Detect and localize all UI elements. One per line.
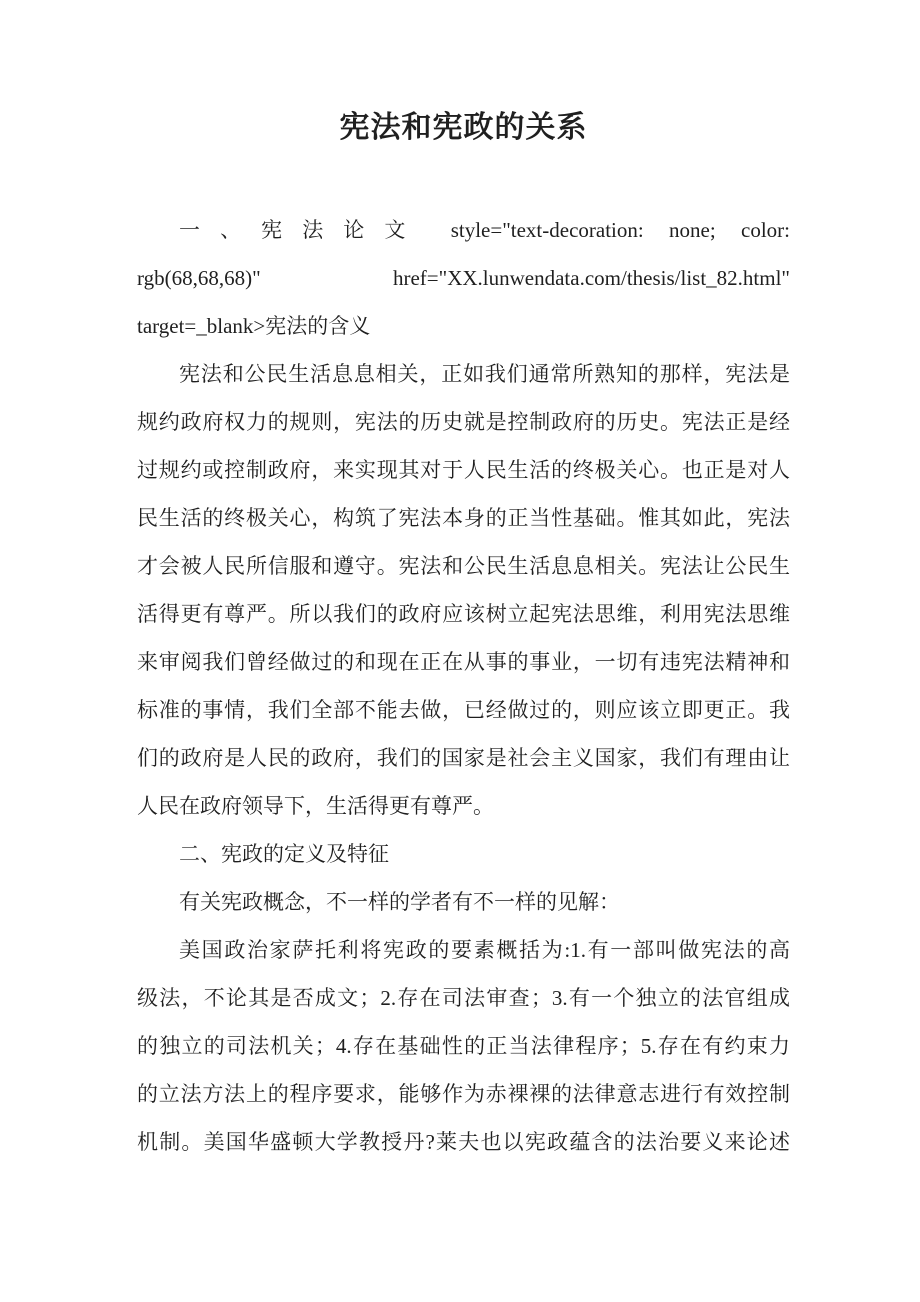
paragraph	[137, 206, 790, 350]
document-title: 宪法和宪政的关系	[339, 111, 588, 144]
text-line: 才会被人民所信服和遵守。宪法和公民生活息息相关。宪法让公民生	[137, 554, 790, 578]
text-line: 人民在政府领导下，生活得更有尊严。	[137, 794, 494, 818]
text-line: target=_blank>宪法的含义	[137, 314, 371, 338]
text-line: 一、宪法论文 style="text-decoration: none; color:	[179, 218, 790, 242]
text-line: 标准的事情，我们全部不能去做，已经做过的，则应该立即更正。我	[137, 698, 790, 722]
text-line: 的独立的司法机关；4.存在基础性的正当法律程序；5.存在有约束力	[137, 1034, 790, 1058]
text-line: 来审阅我们曾经做过的和现在正在从事的事业，一切有违宪法精神和	[137, 650, 790, 674]
text-line: 过规约或控制政府，来实现其对于人民生活的终极关心。也正是对人	[137, 458, 790, 482]
paragraph	[137, 350, 790, 830]
text-line: 美国政治家萨托利将宪政的要素概括为:1.有一部叫做宪法的高	[179, 938, 790, 962]
text-line: rgb(68,68,68)" href="XX.lunwendata.com/thesis/list_82.html"	[137, 266, 790, 290]
text-line: 活得更有尊严。所以我们的政府应该树立起宪法思维，利用宪法思维	[137, 602, 790, 626]
paragraph	[137, 830, 790, 878]
paragraph	[137, 878, 790, 926]
text-line: 有关宪政概念，不一样的学者有不一样的见解：	[179, 890, 620, 914]
text-line: 们的政府是人民的政府，我们的国家是社会主义国家，我们有理由让	[137, 746, 790, 770]
text-line: 的立法方法上的程序要求，能够作为赤裸裸的法律意志进行有效控制	[137, 1082, 790, 1106]
text-line: 规约政府权力的规则，宪法的历史就是控制政府的历史。宪法正是经	[137, 410, 790, 434]
text-line: 宪法和公民生活息息相关，正如我们通常所熟知的那样，宪法是	[179, 362, 790, 386]
paragraph	[137, 926, 790, 1166]
text-line: 级法，不论其是否成文；2.存在司法审查；3.有一个独立的法官组成	[137, 986, 790, 1010]
text-line: 民生活的终极关心，构筑了宪法本身的正当性基础。惟其如此，宪法	[137, 506, 790, 530]
text-line: 二、宪政的定义及特征	[179, 842, 389, 866]
text-line: 机制。美国华盛顿大学教授丹?莱夫也以宪政蕴含的法治要义来论述	[137, 1130, 790, 1154]
document-body	[137, 206, 790, 1166]
